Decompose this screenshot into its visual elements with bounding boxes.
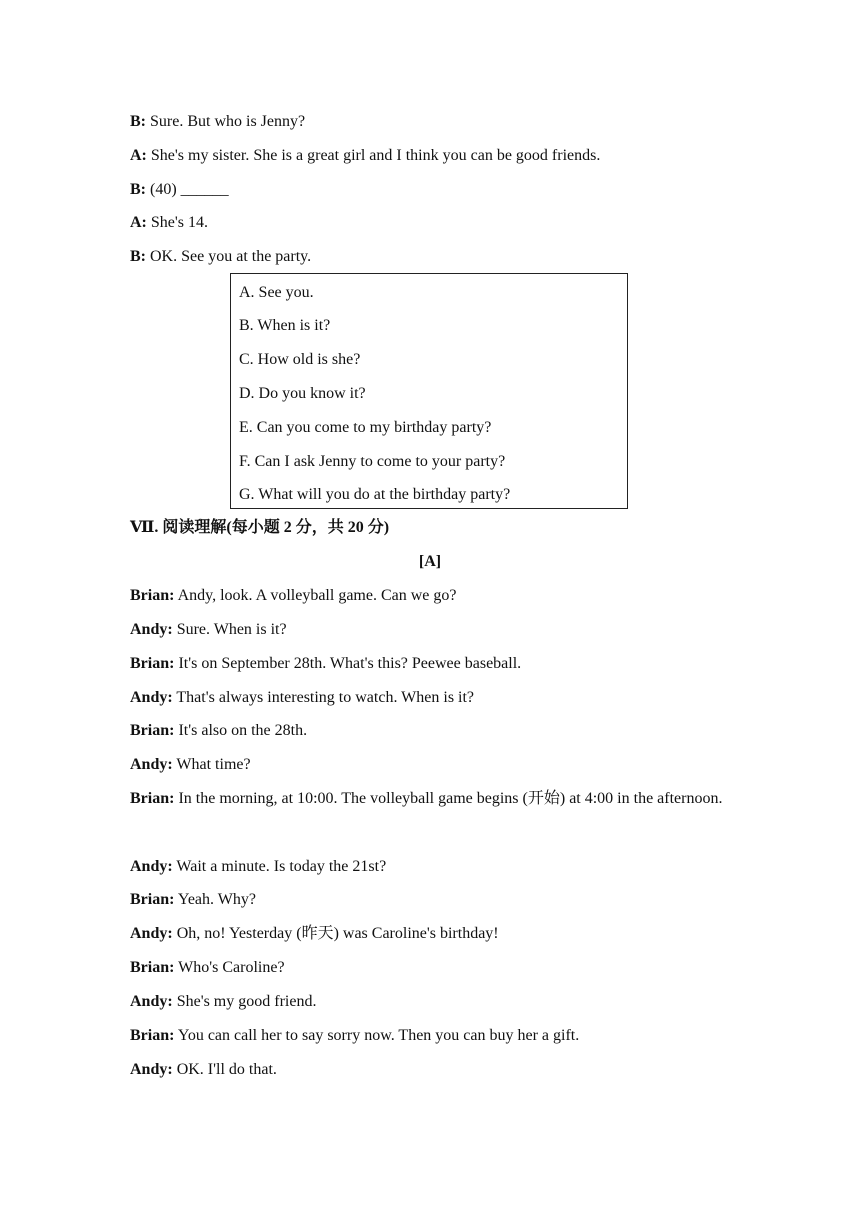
utterance: She's my good friend. <box>176 993 317 1010</box>
speaker: B: <box>130 113 146 130</box>
dialogue-line <box>130 992 730 1012</box>
utterance: In the morning, at 10:00. The volleyball game begins (开始) at 4:00 in the afternoon. <box>178 790 723 807</box>
option-item: B. When is it? <box>239 317 331 334</box>
utterance: Sure. But who is Jenny? <box>150 113 306 130</box>
dialogue-line <box>130 586 730 606</box>
speaker: Andy: <box>130 689 173 706</box>
option-item: C. How old is she? <box>239 351 361 368</box>
utterance: Oh, no! Yesterday (昨天) was Caroline's birthday! <box>176 925 499 942</box>
utterance: You can call her to say sorry now. Then you can buy her a gift. <box>177 1027 580 1044</box>
speaker: Andy: <box>130 756 173 773</box>
dialogue-line <box>130 620 730 640</box>
utterance: Wait a minute. Is today the 21st? <box>176 858 387 875</box>
speaker: A: <box>130 214 147 231</box>
utterance: OK. See you at the party. <box>150 248 312 265</box>
speaker: Brian: <box>130 722 175 739</box>
option-item: G. What will you do at the birthday party? <box>239 486 511 503</box>
utterance: Andy, look. A volleyball game. Can we go? <box>177 587 457 604</box>
option-item: D. Do you know it? <box>239 385 366 402</box>
speaker: B: <box>130 181 146 198</box>
utterance: That's always interesting to watch. When is it? <box>176 689 475 706</box>
option-item: E. Can you come to my birthday party? <box>239 419 492 436</box>
speaker: Brian: <box>130 959 175 976</box>
dialogue-line <box>130 688 730 708</box>
dialogue-line <box>130 721 730 741</box>
utterance: Sure. When is it? <box>176 621 287 638</box>
speaker: Brian: <box>130 1027 175 1044</box>
speaker: A: <box>130 147 147 164</box>
option-item: A. See you. <box>239 284 314 301</box>
utterance: It's on September 28th. What's this? Peewee baseball. <box>178 655 522 672</box>
speaker: B: <box>130 248 146 265</box>
utterance: Yeah. Why? <box>177 891 256 908</box>
section-title: Ⅶ. 阅读理解(每小题 2 分，共 20 分) <box>130 519 390 536</box>
utterance: Who's Caroline? <box>178 959 285 976</box>
dialogue-line <box>130 1026 730 1046</box>
dialogue-line <box>130 857 730 877</box>
utterance: OK. I'll do that. <box>176 1061 277 1078</box>
speaker: Brian: <box>130 655 175 672</box>
dialogue-line <box>130 890 730 910</box>
speaker: Brian: <box>130 891 175 908</box>
dialogue-line <box>130 247 311 267</box>
dialogue-line <box>130 782 756 816</box>
dialogue-line <box>130 213 208 233</box>
speaker: Andy: <box>130 621 173 638</box>
utterance: She's my sister. She is a great girl and I think you can be good friends. <box>150 147 601 164</box>
dialogue-line <box>130 112 305 132</box>
speaker: Andy: <box>130 993 173 1010</box>
speaker: Brian: <box>130 587 175 604</box>
speaker: Andy: <box>130 925 173 942</box>
utterance: It's also on the 28th. <box>178 722 308 739</box>
option-item: F. Can I ask Jenny to come to your party? <box>239 453 506 470</box>
dialogue-line <box>130 654 730 674</box>
dialogue-line <box>130 1060 730 1080</box>
dialogue-line <box>130 755 730 775</box>
utterance: (40) ______ <box>150 181 229 198</box>
utterance: What time? <box>176 756 251 773</box>
dialogue-line <box>130 180 229 200</box>
speaker: Andy: <box>130 1061 173 1078</box>
options-box <box>230 273 628 509</box>
speaker: Andy: <box>130 858 173 875</box>
dialogue-line <box>130 146 600 166</box>
utterance: She's 14. <box>150 214 208 231</box>
dialogue-line <box>130 958 730 978</box>
passage-label: [A] <box>418 553 442 570</box>
speaker: Brian: <box>130 790 175 807</box>
dialogue-line <box>130 924 730 944</box>
